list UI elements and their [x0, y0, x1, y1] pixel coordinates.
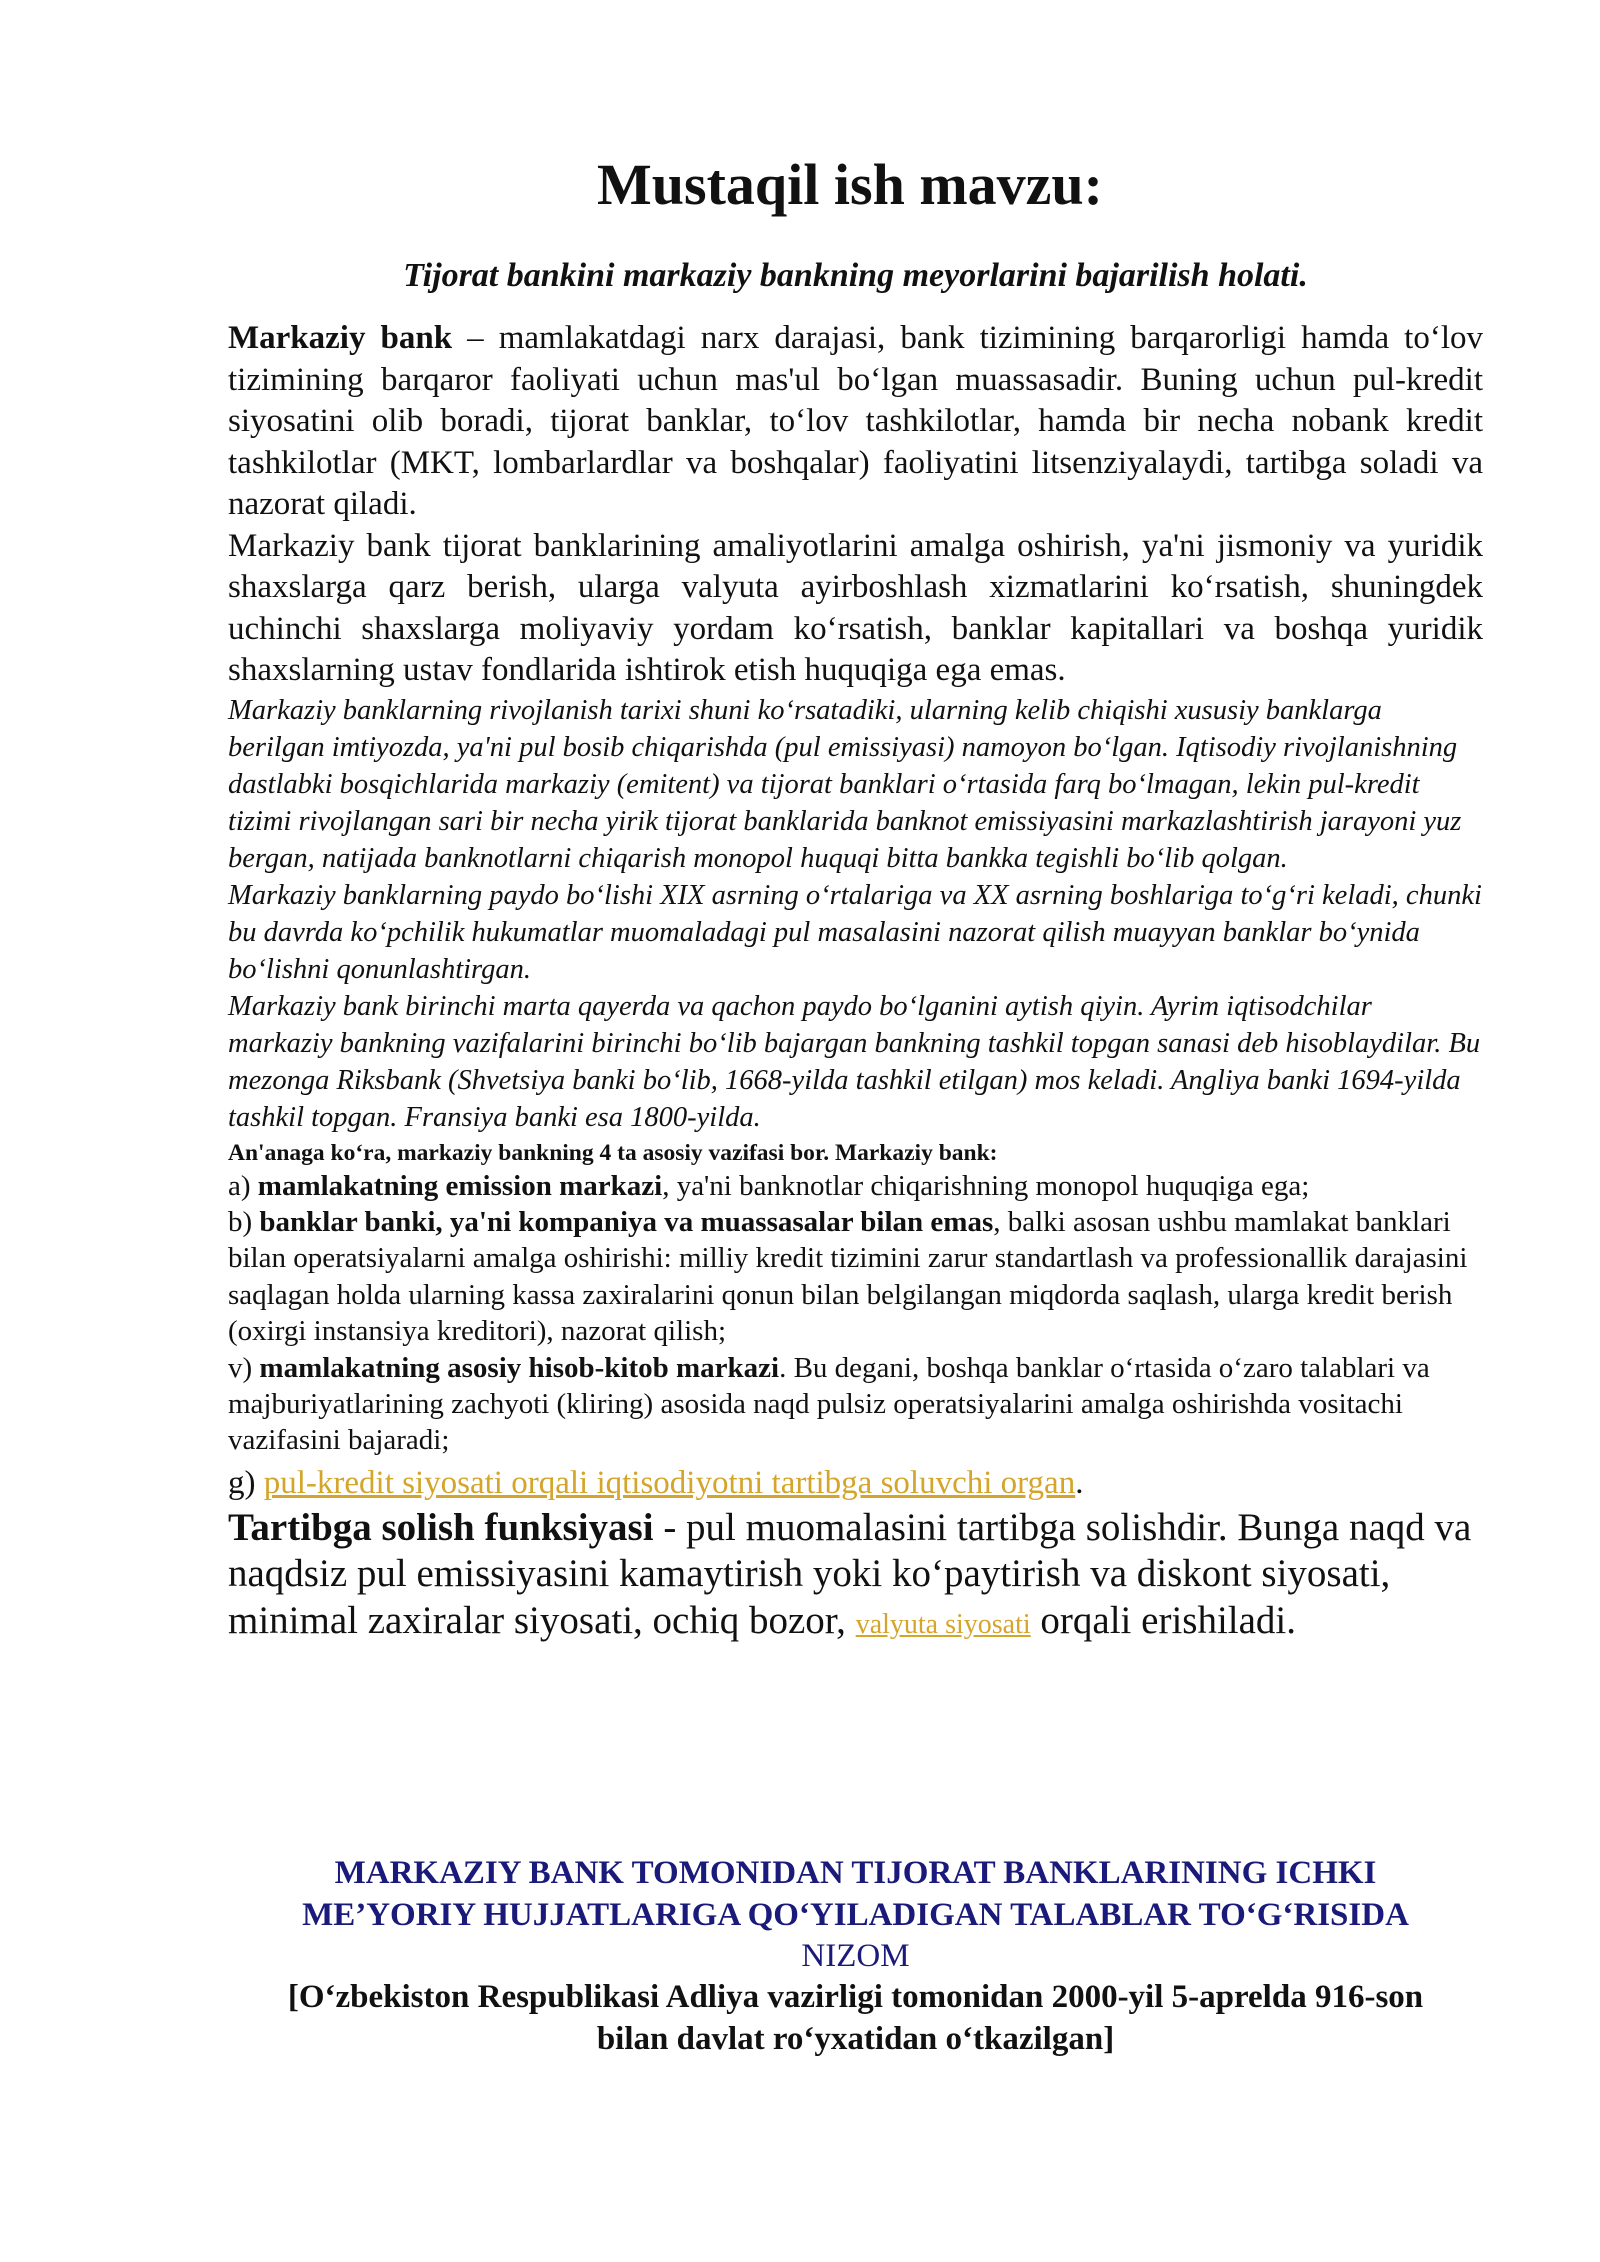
paragraph-restrictions: Markaziy bank tijorat banklarining amaliyotlarini amalga oshirish, ya'ni jismoniy va yuridik shaxslarga qarz berish, ularga valyuta ayirboshlash xizmatlarini ko‘rsatish, shuningdek uchinchi shaxslarga moliyaviy yordam ko‘rsatish, banklar kapitallari va boshqa yuridik shaxslarning ustav fondlarida ishtirok etish huquqiga ega emas. [228, 527, 1483, 688]
item-text: , ya'ni banknotlar chiqarishning monopol huquqiga ega; [662, 1169, 1310, 1202]
nizom-registration-line-2: bilan davlat ro‘yxatidan o‘tkazilgan] [596, 2021, 1115, 2057]
paragraph-regulation [228, 1505, 1483, 1649]
term-markaziy-bank: Markaziy bank [228, 320, 453, 356]
definition-text: – mamlakatdagi narx darajasi, bank tizimining barqarorligi hamda to‘lov tizimining barqaror faoliyati uchun mas'ul bo‘lgan muassasadir. Buning uchun pul-kredit siyosatini olib boradi, tijorat banklar, to‘lov tashkilotlar, hamda bir necha nobank kredit tashkilotlar (MKT, lombarlardlar va boshqalar) faoliyatini litsenziyalaydi, tartibga soladi va nazorat qiladi. [228, 320, 1483, 522]
item-prefix: g) [228, 1464, 264, 1501]
term-regulation: Tartibga solish funksiyasi [228, 1505, 654, 1549]
regulation-text: - pul muomalasini tartibga solishdir. Bunga naqd va naqdsiz pul emissiyasini kamaytirish yoki ko‘paytirish va diskont siyosati, minimal zaxiralar siyosati, ochiq bozor, [228, 1505, 1472, 1642]
nizom-registration-line-1: [O‘zbekiston Respublikasi Adliya vazirligi tomonidan 2000-yil 5-aprelda 916-son [287, 1979, 1424, 2015]
item-suffix: . [1075, 1464, 1084, 1501]
currency-policy-link[interactable]: valyuta siyosati [855, 1608, 1031, 1640]
nizom-label: NIZOM [801, 1938, 910, 1974]
nizom-heading-line-2: ME’YORIY HUJJATLARIGA QO‘YILADIGAN TALABLAR TO‘G‘RISIDA [302, 1897, 1409, 1933]
paragraph-definition [228, 318, 1483, 526]
function-item-v [228, 1350, 1483, 1459]
document-body [228, 318, 1483, 1648]
paragraph-first-bank: Markaziy bank birinchi marta qayerda va qachon paydo bo‘lganini aytish qiyin. Ayrim iqtisodchilar markaziy bankning vazifalarini birinchi bo‘lib bajargan bankning tashkil topgan sanasi deb hisoblaydilar. Bu mezonga Riksbank (Shvetsiya banki bo‘lib, 1668-yilda tashkil etilgan) mos keladi. Angliya banki 1694-yilda tashkil topgan. Fransiya banki esa 1800-yilda. [228, 990, 1481, 1133]
paragraph-emergence: Markaziy banklarning paydo bo‘lishi XIX asrning o‘rtalariga va XX asrning boshlariga to‘g‘ri keladi, chunki bu davrda ko‘pchilik hukumatlar muomaladagi pul masalasini nazorat qilish muayyan banklar bo‘ynida bo‘lishni qonunlashtirgan. [228, 879, 1482, 985]
nizom-heading-line-1: MARKAZIY BANK TOMONIDAN TIJORAT BANKLARINING ICHKI [334, 1855, 1377, 1891]
item-prefix: b) [228, 1205, 260, 1238]
page-subtitle: Tijorat bankini markaziy bankning meyorlarini bajarilish holati. [403, 257, 1308, 294]
page-title: Mustaqil ish mavzu: [597, 152, 1103, 217]
item-prefix: a) [228, 1169, 258, 1202]
item-text: , balki asosan ushbu mamlakat banklari bilan operatsiyalarni amalga oshirishi: milliy kredit tizimini zarur standartlash va professionallik darajasini saqlagan holda ularning kassa zaxiralarini qonun bilan belgilangan miqdorda saqlash, ularga kredit berish (oxirgi instansiya kreditori), nazorat qilish; [228, 1205, 1468, 1348]
item-bold: mamlakatning emission markazi [257, 1169, 663, 1202]
item-bold: banklar banki, ya'ni kompaniya va muassasalar bilan emas [259, 1205, 994, 1238]
item-prefix: v) [228, 1351, 260, 1384]
item-text: . Bu degani, boshqa banklar o‘rtasida o‘zaro talablari va majburiyatlarining zachyoti (kliring) asosida naqd pulsiz operatsiyalarini amalga oshirishda vositachi vazifasini bajaradi; [228, 1351, 1430, 1457]
paragraph-functions-intro: An'anaga ko‘ra, markaziy bankning 4 ta asosiy vazifasi bor. Markaziy bank: [228, 1139, 998, 1166]
function-item-b [228, 1204, 1483, 1350]
nizom-section [228, 1852, 1483, 2060]
item-bold: mamlakatning asosiy hisob-kitob markazi [259, 1351, 780, 1384]
regulation-suffix: orqali erishiladi. [1030, 1598, 1297, 1642]
function-item-a [228, 1168, 1483, 1204]
paragraph-history: Markaziy banklarning rivojlanish tarixi shuni ko‘rsatadiki, ularning kelib chiqishi xususiy banklarga berilgan imtiyozda, ya'ni pul bosib chiqarishda (pul emissiyasi) namoyon bo‘lgan. Iqtisodiy rivojlanishning dastlabki bosqichlarida markaziy (emitent) va tijorat banklari o‘rtasida farq bo‘lmagan, lekin pul-kredit tizimi rivojlangan sari bir necha yirik tijorat banklarida banknot emissiyasini markazlashtirish jarayoni yuz bergan, natijada banknotlarni chiqarish monopol huquqi bitta bankka tegishli bo‘lib qolgan. [228, 694, 1462, 874]
function-item-g [228, 1461, 1483, 1505]
monetary-policy-link[interactable]: pul-kredit siyosati orqali iqtisodiyotni tartibga soluvchi organ [263, 1464, 1076, 1501]
